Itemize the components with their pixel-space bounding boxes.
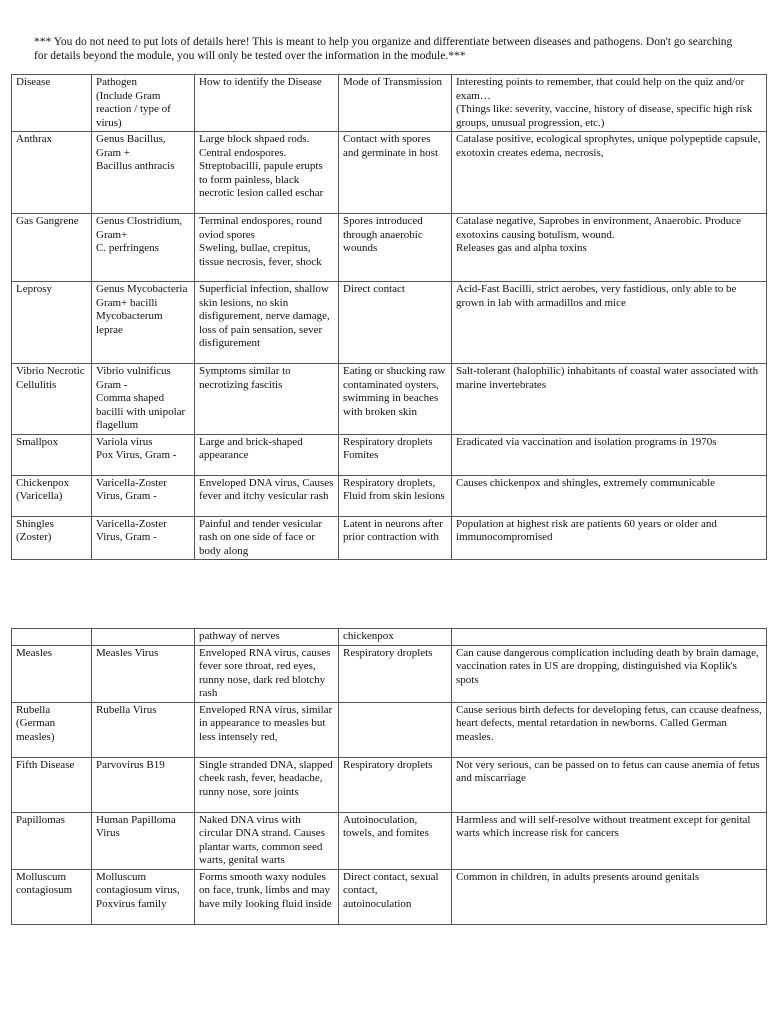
identification-cell: Naked DNA virus with circular DNA strand. Causes plantar warts, common seed warts, genital warts [195, 812, 339, 869]
table-row [12, 812, 767, 869]
transmission-cell: Respiratory droplets Fomites [339, 434, 452, 475]
pathogen-cell: Vibrio vulnificus Gram - Comma shaped bacilli with unipolar flagellum [92, 364, 195, 435]
table-row [12, 702, 767, 757]
identification-cell: Symptoms similar to necrotizing fascitis [195, 364, 339, 435]
transmission-cell: Direct contact, sexual contact, autoinoculation [339, 869, 452, 924]
disease-cell: Rubella (German measles) [12, 702, 92, 757]
notes-cell: Can cause dangerous complication including death by brain damage, vaccination rates in US are dropping, distinguished via Koplik's spots [452, 645, 767, 702]
pathogen-cell: Genus Bacillus, Gram + Bacillus anthracis [92, 132, 195, 214]
instructions-note: *** You do not need to put lots of details here! This is meant to help you organize and differentiate between diseases and pathogens. Don't go searching for details beyond the module, you will only be tested over the information in the module.*** [34, 36, 733, 62]
table-row [12, 214, 767, 282]
notes-cell: Eradicated via vaccination and isolation programs in 1970s [452, 434, 767, 475]
pathogen-cell: Varicella-Zoster Virus, Gram - [92, 516, 195, 560]
disease-cell: Molluscum contagiosum [12, 869, 92, 924]
notes-cell: Salt-tolerant (halophilic) inhabitants of coastal water associated with marine invertebrates [452, 364, 767, 435]
notes-cell: Acid-Fast Bacilli, strict aerobes, very fastidious, only able to be grown in lab with armadillos and mice [452, 282, 767, 364]
pathogen-cell: Molluscum contagiosum virus, Poxvirus family [92, 869, 195, 924]
identification-cell: pathway of nerves [195, 629, 339, 646]
identification-cell: Terminal endospores, round oviod spores Sweling, bullae, crepitus, tissue necrosis, fever, shock [195, 214, 339, 282]
transmission-cell: Respiratory droplets [339, 645, 452, 702]
disease-cell: Measles [12, 645, 92, 702]
transmission-cell: Spores introduced through anaerobic wounds [339, 214, 452, 282]
table-row [12, 869, 767, 924]
table-row [12, 364, 767, 435]
pathogen-cell: Genus Mycobacteria Gram+ bacilli Mycobacterum leprae [92, 282, 195, 364]
transmission-cell: Latent in neurons after prior contraction with [339, 516, 452, 560]
identification-cell: Large block shpaed rods. Central endospores. Streptobacilli, papule erupts to form painless, black necrotic lesion called eschar [195, 132, 339, 214]
transmission-cell: Direct contact [339, 282, 452, 364]
identification-cell: Large and brick-shaped appearance [195, 434, 339, 475]
notes-cell: Interesting points to remember, that could help on the quiz and/or exam… (Things like: severity, vaccine, history of disease, specific high risk groups, unusual progression, etc.) [452, 75, 767, 132]
pathogen-cell: Rubella Virus [92, 702, 195, 757]
table-row [12, 434, 767, 475]
disease-cell: Shingles (Zoster) [12, 516, 92, 560]
pathogen-cell: Varicella-Zoster Virus, Gram - [92, 475, 195, 516]
table-row [12, 757, 767, 812]
pathogen-cell: Genus Clostridium, Gram+ C. perfringens [92, 214, 195, 282]
disease-cell [12, 629, 92, 646]
disease-cell: Fifth Disease [12, 757, 92, 812]
notes-cell: Harmless and will self-resolve without treatment except for genital warts which increase risk for cancers [452, 812, 767, 869]
identification-cell: Enveloped RNA virus, similar in appearance to measles but less intensely red, [195, 702, 339, 757]
disease-cell: Anthrax [12, 132, 92, 214]
table-row [12, 132, 767, 214]
transmission-cell: Mode of Transmission [339, 75, 452, 132]
disease-cell: Chickenpox (Varicella) [12, 475, 92, 516]
notes-cell: Catalase positive, ecological sprophytes, unique polypeptide capsule, exotoxin creates edema, necrosis, [452, 132, 767, 214]
identification-cell: Painful and tender vesicular rash on one side of face or body along [195, 516, 339, 560]
disease-cell: Disease [12, 75, 92, 132]
pathogen-cell: Variola virus Pox Virus, Gram - [92, 434, 195, 475]
disease-cell: Papillomas [12, 812, 92, 869]
pathogen-cell: Parvovirus B19 [92, 757, 195, 812]
pathogen-cell: Human Papilloma Virus [92, 812, 195, 869]
transmission-cell: Eating or shucking raw contaminated oysters, swimming in beaches with broken skin [339, 364, 452, 435]
disease-table-part-1 [11, 74, 767, 560]
notes-cell [452, 629, 767, 646]
transmission-cell: Respiratory droplets [339, 757, 452, 812]
identification-cell: Enveloped RNA virus, causes fever sore throat, red eyes, runny nose, dark red blotchy rash [195, 645, 339, 702]
table-row [12, 629, 767, 646]
notes-cell: Causes chickenpox and shingles, extremely communicable [452, 475, 767, 516]
notes-cell: Population at highest risk are patients 60 years or older and immunocompromised [452, 516, 767, 560]
header-row [12, 75, 767, 132]
notes-cell: Catalase negative, Saprobes in environment, Anaerobic. Produce exotoxins causing botulism, wound. Releases gas and alpha toxins [452, 214, 767, 282]
transmission-cell: chickenpox [339, 629, 452, 646]
disease-cell: Leprosy [12, 282, 92, 364]
disease-cell: Gas Gangrene [12, 214, 92, 282]
notes-cell: Cause serious birth defects for developing fetus, can ccause deafness, heart defects, mental retardation in newborns. Called German measles. [452, 702, 767, 757]
transmission-cell [339, 702, 452, 757]
pathogen-cell: Pathogen (Include Gram reaction / type of virus) [92, 75, 195, 132]
identification-cell: Single stranded DNA, slapped cheek rash, fever, headache, runny nose, sore joints [195, 757, 339, 812]
identification-cell: How to identify the Disease [195, 75, 339, 132]
table-row [12, 516, 767, 560]
transmission-cell: Respiratory droplets, Fluid from skin lesions [339, 475, 452, 516]
transmission-cell: Contact with spores and germinate in host [339, 132, 452, 214]
identification-cell: Enveloped DNA virus, Causes fever and itchy vesicular rash [195, 475, 339, 516]
identification-cell: Forms smooth waxy nodules on face, trunk, limbs and may have mily looking fluid inside [195, 869, 339, 924]
disease-cell: Smallpox [12, 434, 92, 475]
pathogen-cell [92, 629, 195, 646]
table-row [12, 475, 767, 516]
identification-cell: Superficial infection, shallow skin lesions, no skin disfigurement, nerve damage, loss of pain sensation, sever disfigurement [195, 282, 339, 364]
pathogen-cell: Measles Virus [92, 645, 195, 702]
disease-table-part-2 [11, 628, 767, 925]
transmission-cell: Autoinoculation, towels, and fomites [339, 812, 452, 869]
table-row [12, 282, 767, 364]
notes-cell: Common in children, in adults presents around genitals [452, 869, 767, 924]
disease-cell: Vibrio Necrotic Cellulitis [12, 364, 92, 435]
notes-cell: Not very serious, can be passed on to fetus can cause anemia of fetus and miscarriage [452, 757, 767, 812]
table-row [12, 645, 767, 702]
